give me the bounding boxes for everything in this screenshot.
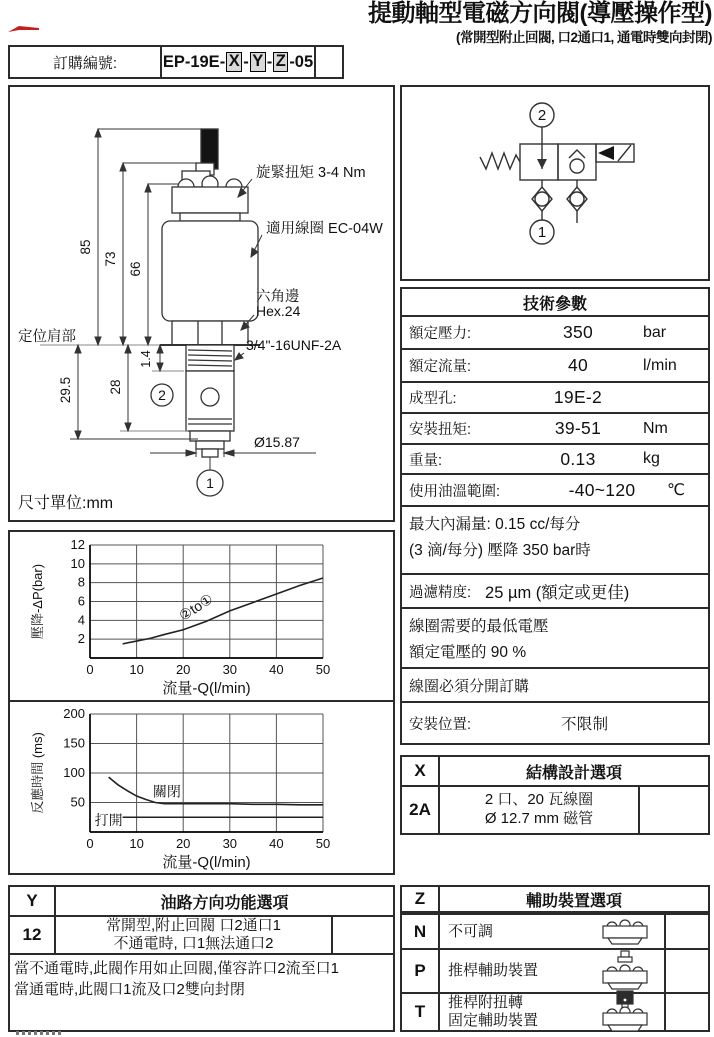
param-value: 39-51 xyxy=(554,418,602,438)
z-row-empty-cell xyxy=(666,994,708,1030)
y-note-line2: 當通電時,此閥口1流及口2雙向封閉 xyxy=(14,981,245,998)
knurled-knob-icon xyxy=(598,990,652,1034)
y-options-table xyxy=(8,885,395,1032)
svg-text:壓降-ΔP(bar): 壓降-ΔP(bar) xyxy=(30,563,45,640)
param-value: -40~120 xyxy=(568,479,636,500)
table-row xyxy=(402,443,708,473)
y-table-header xyxy=(10,887,393,917)
table-row xyxy=(402,505,708,573)
z-desc-line: 推桿輔助裝置 xyxy=(448,962,539,980)
table-row xyxy=(402,348,708,381)
dim-29-5: 29.5 xyxy=(58,376,73,404)
response-time-chart-slot xyxy=(10,702,393,875)
param-line: 線圈需要的最低電壓 xyxy=(409,618,549,635)
svg-text:40: 40 xyxy=(269,662,284,677)
drawing-port2-label: 2 xyxy=(158,387,166,403)
param-line: 額定電壓的 90 % xyxy=(409,643,527,661)
coil-note: 適用線圈 EC-04W xyxy=(266,221,383,237)
param-unit: bar xyxy=(643,323,667,341)
hex-note-line2: Hex.24 xyxy=(256,303,301,319)
table-row xyxy=(402,948,708,992)
z-row-code: T xyxy=(402,994,440,1030)
x-row-desc xyxy=(440,787,640,833)
table-row xyxy=(402,992,708,1030)
z-table-header xyxy=(402,887,708,913)
param-label: 安裝位置: xyxy=(409,716,472,733)
svg-text:10: 10 xyxy=(70,555,85,571)
nut-pushrod-icon xyxy=(598,950,652,992)
svg-text:30: 30 xyxy=(222,662,238,677)
param-value: 不限制 xyxy=(561,716,609,733)
response-time-chart xyxy=(10,702,393,874)
x-desc-line: Ø 12.7 mm 磁管 xyxy=(484,810,594,827)
dim-1-4: 1.4 xyxy=(139,350,153,368)
param-label: 過濾精度: xyxy=(409,584,472,601)
param-value: 40 xyxy=(567,355,589,375)
z-row-empty-cell xyxy=(666,915,708,948)
param-unit: kg xyxy=(643,450,660,467)
y-note xyxy=(10,955,393,1003)
dim-28: 28 xyxy=(108,379,123,395)
order-code-sep2: - xyxy=(266,52,273,71)
param-label: 安裝扭矩: xyxy=(409,422,472,438)
svg-text:50: 50 xyxy=(315,662,331,677)
pressure-drop-chart xyxy=(10,532,393,700)
hydraulic-symbol xyxy=(402,87,708,279)
z-row-desc xyxy=(440,994,666,1030)
y-row-code: 12 xyxy=(10,917,56,953)
param-unit: ℃ xyxy=(667,482,685,499)
svg-text:150: 150 xyxy=(63,735,85,751)
table-row xyxy=(402,913,708,948)
param-value: 350 xyxy=(562,322,594,342)
charts-box xyxy=(8,530,395,875)
y-title: 油路方向功能選項 xyxy=(160,894,289,912)
title-block xyxy=(368,1,712,46)
y-desc-line: 常開型,附止回閥 口2通口1 xyxy=(105,917,282,934)
order-code-suffix: -05 xyxy=(289,52,314,71)
svg-text:20: 20 xyxy=(175,662,191,677)
svg-text:反應時間 (ms): 反應時間 (ms) xyxy=(30,732,45,814)
red-pen-mark-icon xyxy=(8,24,40,34)
table-row xyxy=(402,315,708,348)
hydraulic-symbol-box xyxy=(400,85,710,281)
torque-note: 旋緊扭矩 3-4 Nm xyxy=(256,165,366,181)
table-row xyxy=(402,787,708,833)
order-number-box xyxy=(8,45,344,79)
x-row-code: 2A xyxy=(402,787,440,833)
pressure-drop-chart-slot xyxy=(10,532,393,702)
order-code-y: Y xyxy=(250,52,266,71)
table-row xyxy=(402,473,708,505)
table-row xyxy=(402,701,708,743)
z-row-code: P xyxy=(402,950,440,992)
z-title: 輔助裝置選項 xyxy=(525,892,622,910)
z-options-table xyxy=(400,885,710,1032)
symbol-port1-label: 1 xyxy=(537,224,547,241)
dim-diameter: Ø15.87 xyxy=(254,434,300,450)
svg-text:50: 50 xyxy=(315,836,331,851)
svg-text:8: 8 xyxy=(77,574,85,590)
param-label: 使用油溫範圍: xyxy=(409,483,501,500)
table-row xyxy=(10,917,393,955)
z-row-desc xyxy=(440,950,666,992)
param-line: 線圈必須分開訂購 xyxy=(409,677,530,695)
table-row xyxy=(402,667,708,701)
svg-text:200: 200 xyxy=(63,706,85,721)
z-row-empty-cell xyxy=(666,950,708,992)
svg-text:6: 6 xyxy=(77,593,85,609)
svg-text:20: 20 xyxy=(175,836,191,851)
svg-text:關閉: 關閉 xyxy=(152,783,181,800)
symbol-port2-label: 2 xyxy=(537,107,547,124)
svg-text:流量-Q(l/min): 流量-Q(l/min) xyxy=(162,680,251,697)
param-value: 25 µm (額定或更佳) xyxy=(485,584,630,602)
y-row-desc xyxy=(56,917,333,953)
dimension-unit-note: 尺寸單位:mm xyxy=(18,495,114,512)
param-line: 最大內漏量: 0.15 cc/每分 xyxy=(409,516,581,533)
y-row-empty-cell xyxy=(333,917,393,953)
hex-note-line1: 六角邊 xyxy=(256,289,300,305)
svg-text:0: 0 xyxy=(86,836,94,851)
y-desc-line: 不通電時, 口1無法通口2 xyxy=(113,935,274,952)
param-line: (3 滴/每分) 壓降 350 bar時 xyxy=(409,541,591,559)
table-row xyxy=(402,573,708,607)
order-code-sep1: - xyxy=(243,52,249,71)
dim-85: 85 xyxy=(78,239,93,255)
svg-text:0: 0 xyxy=(86,662,94,677)
param-label: 重量: xyxy=(409,452,443,469)
param-unit: l/min xyxy=(643,356,677,374)
page-title: 提動軸型電磁方向閥(導壓操作型) xyxy=(368,0,712,27)
z-row-desc xyxy=(440,915,666,948)
footer-mark xyxy=(16,1031,64,1035)
z-desc-line xyxy=(448,994,538,1030)
order-code-z: Z xyxy=(273,52,288,71)
shoulder-label: 定位肩部 xyxy=(18,329,76,345)
x-desc-line: 2 口、20 瓦線圈 xyxy=(484,791,594,809)
y-note-line1: 當不通電時,此閥作用如止回閥,僅容許口2流至口1 xyxy=(14,960,340,977)
svg-text:10: 10 xyxy=(129,836,144,851)
svg-text:2: 2 xyxy=(77,631,85,647)
order-code xyxy=(160,47,314,77)
tech-params-table xyxy=(400,287,710,745)
svg-text:打開: 打開 xyxy=(94,811,123,828)
param-unit: Nm xyxy=(643,419,668,437)
thread-note: 3/4"-16UNF-2A xyxy=(246,337,342,353)
z-desc-line2: 固定輔助裝置 xyxy=(448,1012,539,1029)
svg-text:12: 12 xyxy=(70,537,85,552)
y-code: Y xyxy=(10,887,56,915)
table-row xyxy=(402,381,708,412)
svg-text:10: 10 xyxy=(129,662,144,677)
x-code: X xyxy=(402,757,440,785)
param-label: 額定壓力: xyxy=(409,326,472,342)
svg-text:4: 4 xyxy=(77,612,85,628)
z-desc-line: 不可調 xyxy=(448,922,494,940)
z-row-code: N xyxy=(402,915,440,948)
order-code-x: X xyxy=(226,52,242,71)
param-value: 0.13 xyxy=(560,448,596,469)
table-row xyxy=(402,607,708,667)
dim-66: 66 xyxy=(128,261,143,277)
x-row-empty-cell xyxy=(640,787,708,833)
param-label: 成型孔: xyxy=(409,391,457,407)
order-code-prefix: EP-19E- xyxy=(162,52,226,71)
svg-text:30: 30 xyxy=(222,836,238,851)
param-value: 19E-2 xyxy=(553,387,603,407)
x-table-header xyxy=(402,757,708,787)
x-title: 結構設計選項 xyxy=(525,764,622,782)
tech-params-title: 技術參數 xyxy=(522,295,587,313)
svg-text:流量-Q(l/min): 流量-Q(l/min) xyxy=(162,854,251,871)
x-options-table xyxy=(400,755,710,835)
svg-text:50: 50 xyxy=(70,794,85,810)
order-empty-cell xyxy=(314,47,342,77)
order-label: 訂購編號: xyxy=(52,54,118,72)
dim-73: 73 xyxy=(103,251,118,267)
valve-drawing-box xyxy=(8,85,395,522)
drawing-port1-label: 1 xyxy=(206,475,214,491)
z-desc-line1: 推桿附扭轉 xyxy=(448,994,524,1011)
valve-drawing xyxy=(10,87,393,520)
svg-text:40: 40 xyxy=(269,836,284,851)
nut-icon xyxy=(598,917,652,947)
page-subtitle: (常開型附止回閥, 口2通口1, 通電時雙向封閉) xyxy=(455,30,712,46)
svg-text:②to①: ②to① xyxy=(176,590,216,624)
z-code: Z xyxy=(402,887,440,911)
svg-text:100: 100 xyxy=(63,765,85,780)
table-row xyxy=(402,412,708,443)
param-label: 額定流量: xyxy=(409,359,472,375)
